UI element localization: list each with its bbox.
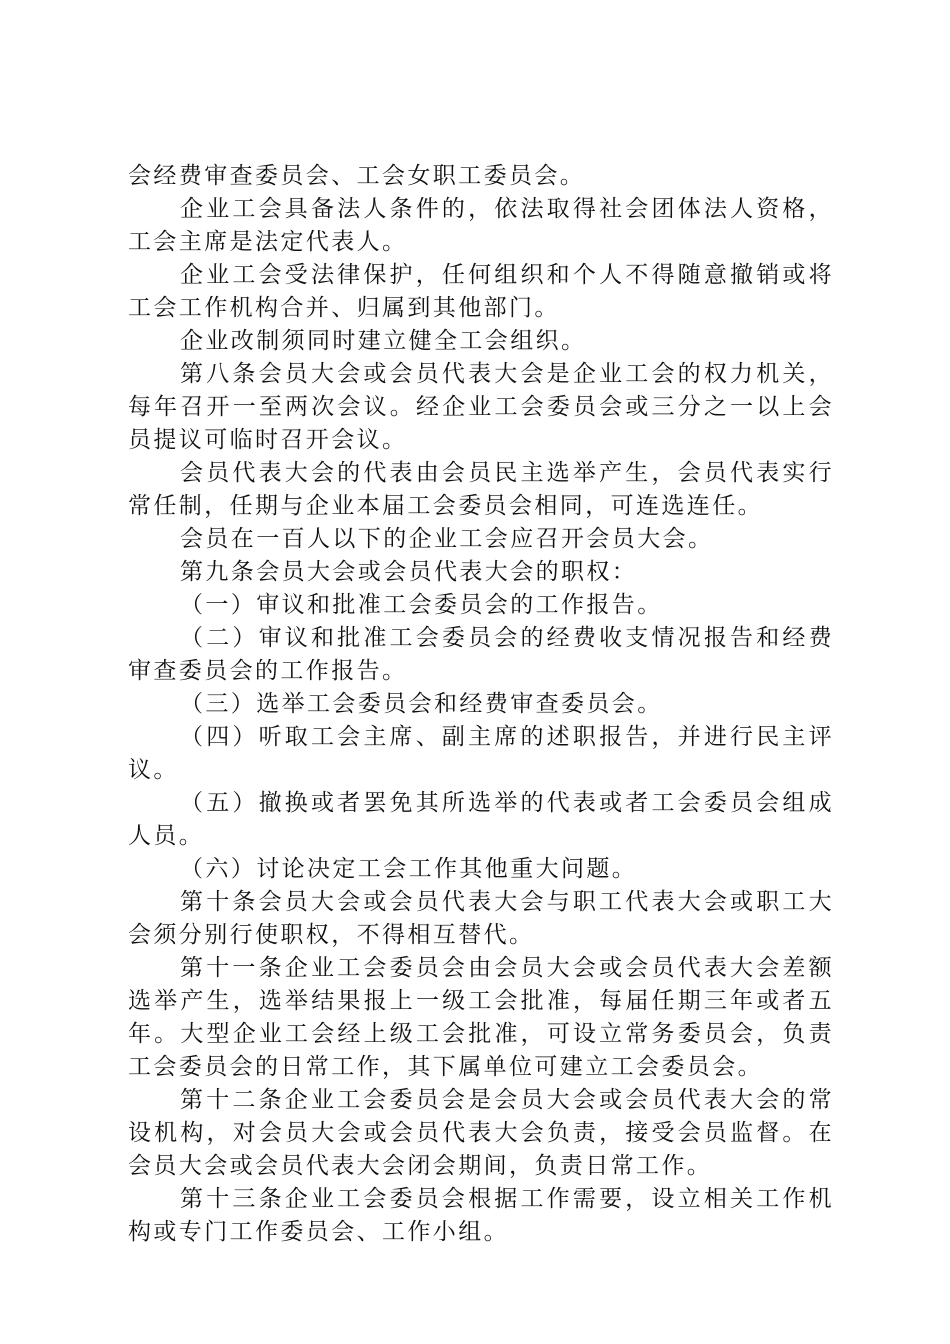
paragraph-2: 企业工会具备法人条件的，依法取得社会团体法人资格，工会主席是法定代表人。 <box>128 196 834 255</box>
document-body <box>128 160 834 1249</box>
article-10: 第十条会员大会或会员代表大会与职工代表大会或职工大会须分别行使职权，不得相互替代。 <box>128 889 834 948</box>
article-8: 第八条会员大会或会员代表大会是企业工会的权力机关，每年召开一至两次会议。经企业工会委员会或三分之一以上会员提议可临时召开会议。 <box>128 361 834 453</box>
article-9-item-3: （三）选举工会委员会和经费审查委员会。 <box>180 691 663 717</box>
paragraph-4: 企业改制须同时建立健全工会组织。 <box>180 328 587 354</box>
article-9-item-5: （五）撤换或者罢免其所选举的代表或者工会委员会组成人员。 <box>128 790 834 849</box>
paragraph-3: 企业工会受法律保护，任何组织和个人不得随意撤销或将工会工作机构合并、归属到其他部门。 <box>128 262 834 321</box>
paragraph-6: 会员代表大会的代表由会员民主选举产生，会员代表实行常任制，任期与企业本届工会委员会相同，可连选连任。 <box>128 460 834 519</box>
article-13: 第十三条企业工会委员会根据工作需要，设立相关工作机构或专门工作委员会、工作小组。 <box>128 1186 834 1245</box>
article-9: 第九条会员大会或会员代表大会的职权： <box>180 559 638 585</box>
paragraph-1: 会经费审查委员会、工会女职工委员会。 <box>128 163 586 189</box>
article-9-item-4: （四）听取工会主席、副主席的述职报告，并进行民主评议。 <box>128 724 834 783</box>
article-11: 第十一条企业工会委员会由会员大会或会员代表大会差额选举产生，选举结果报上一级工会批准，每届任期三年或者五年。大型企业工会经上级工会批准，可设立常务委员会，负责工会委员会的日常工作，其下属单位可建立工会委员会。 <box>128 955 834 1080</box>
article-12: 第十二条企业工会委员会是会员大会或会员代表大会的常设机构，对会员大会或会员代表大会负责，接受会员监督。在会员大会或会员代表大会闭会期间，负责日常工作。 <box>128 1087 834 1179</box>
article-9-item-2: （二）审议和批准工会委员会的经费收支情况报告和经费审查委员会的工作报告。 <box>128 625 834 684</box>
article-9-item-6: （六）讨论决定工会工作其他重大问题。 <box>180 856 638 882</box>
paragraph-7: 会员在一百人以下的企业工会应召开会员大会。 <box>180 526 714 552</box>
article-9-item-1: （一）审议和批准工会委员会的工作报告。 <box>180 592 663 618</box>
